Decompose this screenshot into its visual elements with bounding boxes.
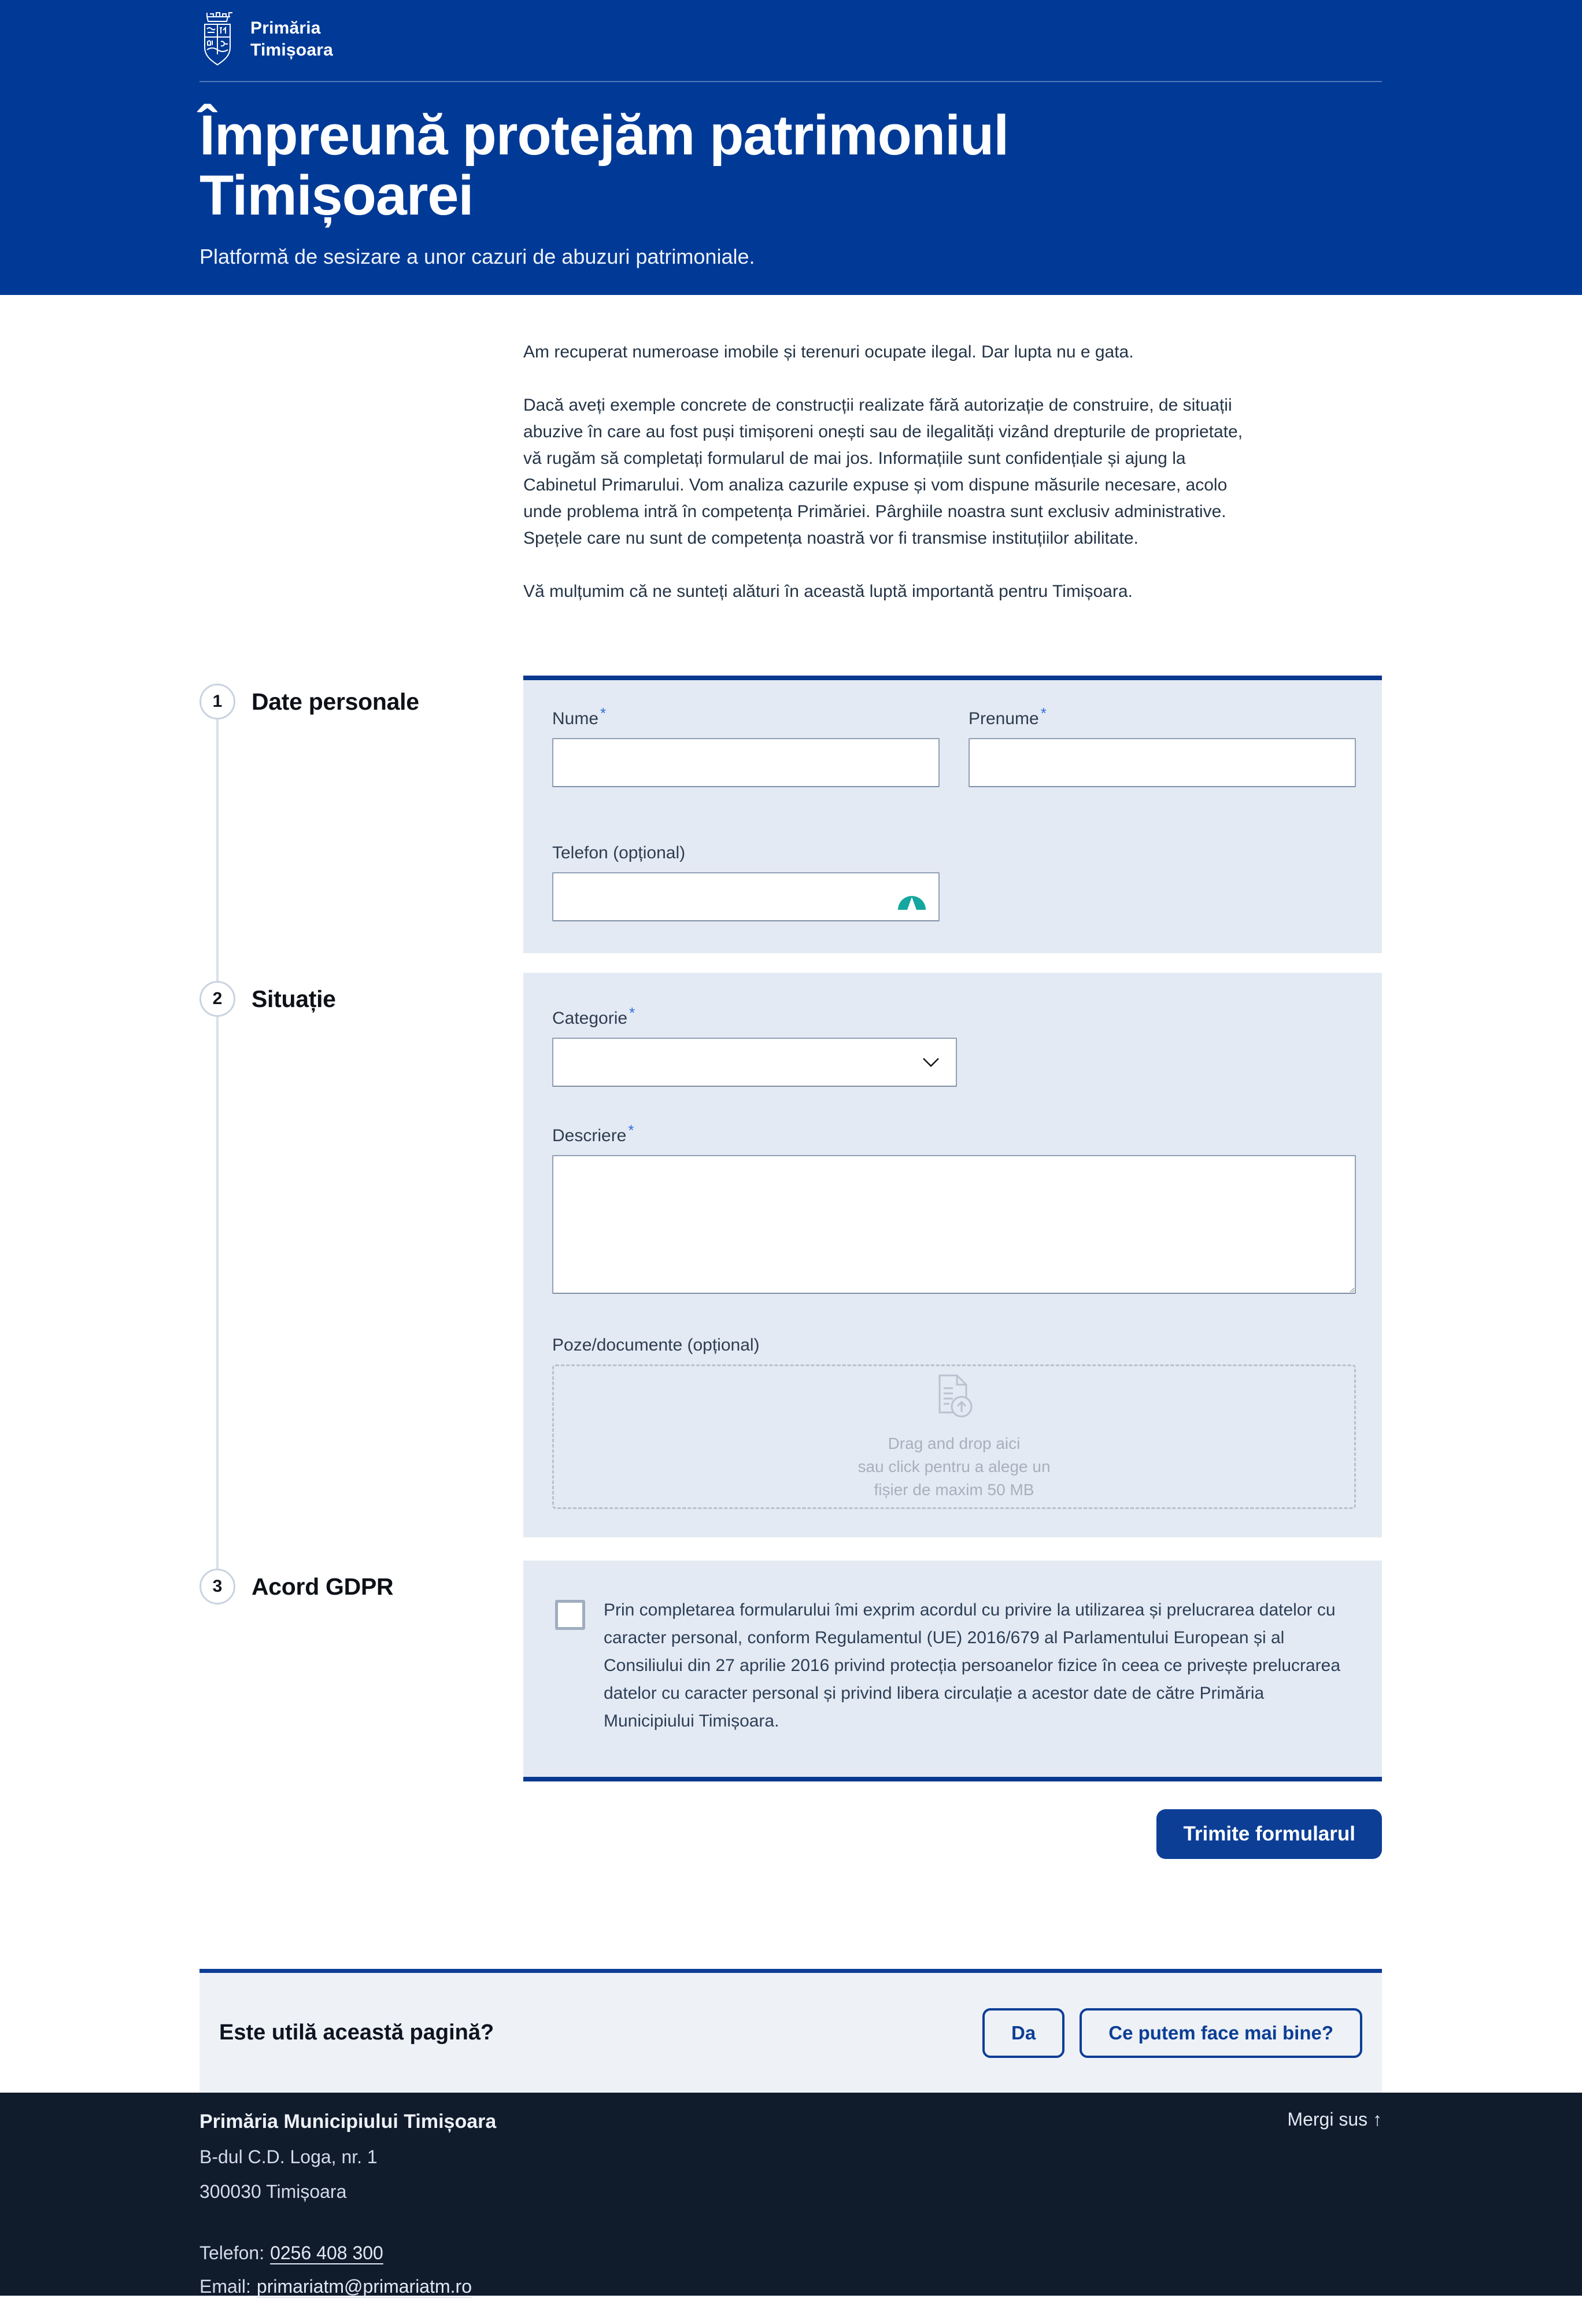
footer-email-link[interactable]: primariatm@primariatm.ro xyxy=(256,2276,472,2297)
prenume-label: Prenume * xyxy=(969,704,1047,728)
password-manager-autofill-icon[interactable] xyxy=(896,881,928,913)
step-3-gdpr xyxy=(199,1561,1382,1781)
step-2-number: 2 xyxy=(199,981,235,1017)
required-asterisk: * xyxy=(629,1004,635,1021)
page-subtitle: Platformă de sesizare a unor cazuri de abuzuri patrimoniale. xyxy=(199,245,755,268)
main-content xyxy=(199,295,1382,2093)
telefon-field-group xyxy=(552,842,1356,921)
intro-paragraph: Dacă aveți exemple concrete de construcții realizate fără autorizație de construire, de situații abuzive în care au fost puși timișoreni onești sau de ilegalități vizând drepturile de proprietate, vă rugăm să completați formularul de mai jos. Informațiile sunt confidențiale și ajung la Cabinetul Primarului. Vom analiza cazurile expuse și vom dispune măsurile necesare, acolo unde problema intră în competența Primăriei. Pârghiile noastra sunt exclusiv administrative. Spețele care nu sunt de competența noastră vor fi transmise instituțiilor abilitate. xyxy=(523,396,1243,548)
step-1-personal-data xyxy=(199,676,1382,953)
required-asterisk: * xyxy=(628,1122,634,1139)
footer-phone-row xyxy=(199,2241,496,2265)
coat-of-arms-icon xyxy=(199,12,235,67)
prenume-field-group xyxy=(969,704,1356,787)
step-3-title: Acord GDPR xyxy=(252,1573,394,1600)
step-3-header xyxy=(199,1561,523,1604)
brand-name xyxy=(250,17,333,61)
required-asterisk: * xyxy=(600,704,607,722)
upload-file-icon xyxy=(929,1372,979,1422)
report-form xyxy=(199,676,1382,1781)
categorie-field-group xyxy=(552,1004,1356,1087)
footer-contact-block xyxy=(199,2109,496,2299)
step-3-number: 3 xyxy=(199,1569,235,1604)
step-2-panel xyxy=(523,973,1382,1537)
categorie-select[interactable] xyxy=(552,1038,957,1087)
descriere-textarea[interactable] xyxy=(552,1155,1356,1294)
poze-field-group xyxy=(552,1334,1356,1509)
intro-paragraph: Vă mulțumim că ne sunteți alături în această luptă importantă pentru Timișoara. xyxy=(523,582,1133,601)
nume-input[interactable] xyxy=(552,738,940,787)
categorie-label: Categorie * xyxy=(552,1004,635,1028)
required-asterisk: * xyxy=(1040,704,1047,722)
footer-org-name: Primăria Municipiului Timișoara xyxy=(199,2111,497,2133)
page-title: Împreună protejăm patrimoniul Timișoarei xyxy=(199,104,1009,227)
step-1-title: Date personale xyxy=(252,688,419,715)
footer-phone-link[interactable]: 0256 408 300 xyxy=(270,2242,383,2263)
page-footer xyxy=(0,2093,1582,2296)
back-to-top-link[interactable]: Mergi sus ↑ xyxy=(1287,2109,1382,2130)
brand-logo xyxy=(199,0,1382,67)
dropzone-hint: Drag and drop aici sau click pentru a alege un fișier de maxim 50 MB xyxy=(857,1434,1051,1499)
file-dropzone[interactable] xyxy=(552,1364,1356,1509)
footer-address-line1: B-dul C.D. Loga, nr. 1 xyxy=(199,2146,378,2167)
descriere-label: Descriere * xyxy=(552,1122,634,1145)
feedback-yes-button[interactable]: Da xyxy=(982,2008,1064,2058)
submit-button[interactable]: Trimite formularul xyxy=(1156,1809,1382,1859)
poze-label: Poze/documente (opțional) xyxy=(552,1336,760,1355)
descriere-field-group xyxy=(552,1122,1356,1294)
step-1-header xyxy=(199,676,523,720)
brand-name-line1: Primăria xyxy=(250,19,321,38)
header-divider xyxy=(199,81,1382,82)
steps-connector-line xyxy=(216,720,219,1569)
footer-email-row xyxy=(199,2274,496,2299)
feedback-actions xyxy=(982,2008,1362,2058)
telefon-label: Telefon (opțional) xyxy=(552,843,686,862)
intro-paragraph: Am recuperat numeroase imobile și terenuri ocupate ilegal. Dar lupta nu e gata. xyxy=(523,342,1134,361)
nume-label: Nume * xyxy=(552,704,607,728)
step-1-number: 1 xyxy=(199,684,235,720)
footer-address-line2: 300030 Timișoara xyxy=(199,2181,347,2202)
footer-phone-label: Telefon: xyxy=(199,2242,265,2263)
step-2-title: Situație xyxy=(252,985,336,1012)
nume-field-group xyxy=(552,704,940,787)
step-2-situation xyxy=(199,973,1382,1537)
gdpr-checkbox[interactable] xyxy=(555,1600,585,1630)
brand-name-line2: Timișoara xyxy=(250,40,333,60)
telefon-input[interactable] xyxy=(552,872,940,921)
step-1-panel xyxy=(523,676,1382,953)
step-3-panel xyxy=(523,1561,1382,1781)
prenume-input[interactable] xyxy=(969,738,1356,787)
footer-email-label: Email: xyxy=(199,2276,251,2297)
page-feedback-bar xyxy=(199,1969,1382,2093)
gdpr-consent-text: Prin completarea formularului îmi exprim acordul cu privire la utilizarea și prelucrarea datelor cu caracter personal, conform Regulamentul (UE) 2016/679 al Parlamentului European și al Consiliului din 27 aprilie 2016 privind protecția persoanelor fizice în ceea ce privește prelucrarea datelor cu caracter personal și privind libera circulație a acestor date de către Primăria Municipiului Timișoara. xyxy=(604,1600,1341,1731)
submit-row xyxy=(199,1809,1382,1859)
feedback-question: Este utilă această pagină? xyxy=(219,2020,494,2045)
page-header xyxy=(0,0,1582,295)
step-2-header xyxy=(199,973,523,1017)
intro-text xyxy=(523,295,1263,605)
feedback-improve-button[interactable]: Ce putem face mai bine? xyxy=(1080,2008,1362,2058)
